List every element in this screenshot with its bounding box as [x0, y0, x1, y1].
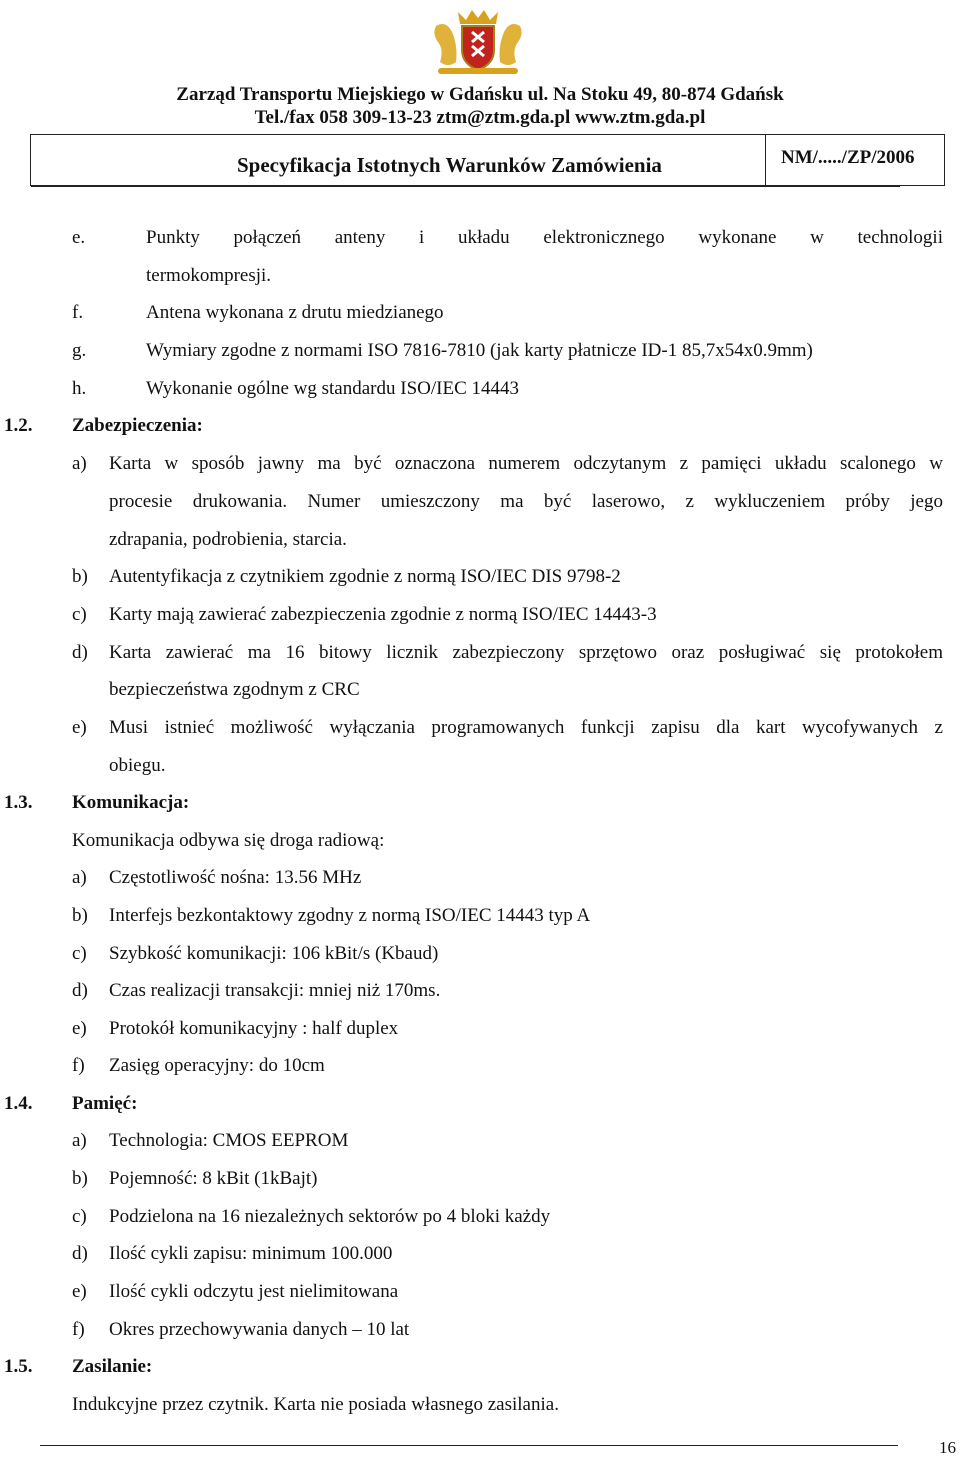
- section-title: Zasilanie:: [72, 1356, 153, 1377]
- list-marker: a): [72, 453, 87, 474]
- list-item: Częstotliwość nośna: 13.56 MHz: [109, 867, 362, 888]
- list-marker: b): [72, 566, 88, 587]
- list-marker: e): [72, 1018, 87, 1039]
- list-marker: e.: [72, 227, 86, 248]
- section-number: 1.5.: [4, 1356, 33, 1377]
- list-marker: e): [72, 1281, 87, 1302]
- list-item: Ilość cykli odczytu jest nielimitowana: [109, 1281, 399, 1302]
- list-item: Czas realizacji transakcji: mniej niż 170ms.: [109, 980, 441, 1001]
- list-marker: a): [72, 1130, 87, 1151]
- list-item-continuation: termokompresji.: [146, 265, 272, 286]
- list-item: Ilość cykli zapisu: minimum 100.000: [109, 1243, 393, 1264]
- section-number: 1.4.: [4, 1093, 33, 1114]
- list-marker: d): [72, 642, 88, 663]
- list-marker: h.: [72, 378, 87, 399]
- list-item: Podzielona na 16 niezależnych sektorów po 4 bloki każdy: [109, 1206, 551, 1227]
- section-title: Komunikacja:: [72, 792, 190, 813]
- section-text: Indukcyjne przez czytnik. Karta nie posiada własnego zasilania.: [72, 1394, 559, 1415]
- title-box-underline: [31, 185, 900, 187]
- list-item: Punkty połączeń anteny i układu elektronicznego wykonane w technologii: [146, 227, 943, 248]
- list-item: Musi istnieć możliwość wyłączania programowanych funkcji zapisu dla kart wycofywanych z: [109, 717, 943, 738]
- list-item: Pojemność: 8 kBit (1kBajt): [109, 1168, 318, 1189]
- list-item-continuation: procesie drukowania. Numer umieszczony ma być laserowo, z wykluczeniem próby jego: [109, 491, 943, 512]
- list-marker: f): [72, 1055, 85, 1076]
- list-marker: b): [72, 1168, 88, 1189]
- section-number: 1.3.: [4, 792, 33, 813]
- document-code: NM/...../ZP/2006: [781, 147, 915, 168]
- section-intro: Komunikacja odbywa się droga radiową:: [72, 830, 385, 851]
- list-marker: g.: [72, 340, 87, 361]
- city-coat-of-arms-logo: [428, 6, 528, 78]
- list-marker: d): [72, 1243, 88, 1264]
- email-link[interactable]: ztm@ztm.gda.pl: [436, 107, 571, 128]
- list-item-continuation: zdrapania, podrobienia, starcia.: [109, 529, 347, 550]
- list-marker: f): [72, 1319, 85, 1340]
- organization-address: Zarząd Transportu Miejskiego w Gdańsku ul. Na Stoku 49, 80-874 Gdańsk: [176, 84, 784, 105]
- list-marker: e): [72, 717, 87, 738]
- list-item: Interfejs bezkontaktowy zgodny z normą ISO/IEC 14443 typ A: [109, 905, 591, 926]
- list-item: Zasięg operacyjny: do 10cm: [109, 1055, 325, 1076]
- phone-fax: Tel./fax 058 309-13-23: [254, 107, 432, 128]
- list-marker: c): [72, 1206, 87, 1227]
- section-number: 1.2.: [4, 415, 33, 436]
- list-item: Okres przechowywania danych – 10 lat: [109, 1319, 410, 1340]
- section-title: Pamięć:: [72, 1093, 138, 1114]
- list-marker: f.: [72, 302, 84, 323]
- list-item: Technologia: CMOS EEPROM: [109, 1130, 349, 1151]
- list-item: Karta w sposób jawny ma być oznaczona numerem odczytanym z pamięci układu scalonego w: [109, 453, 943, 474]
- list-marker: c): [72, 604, 87, 625]
- document-title: Specyfikacja Istotnych Warunków Zamówienia: [237, 153, 662, 177]
- document-title-box: [30, 134, 945, 186]
- list-item-continuation: obiegu.: [109, 755, 166, 776]
- organization-contact: [0, 107, 960, 129]
- list-item: Autentyfikacja z czytnikiem zgodnie z normą ISO/IEC DIS 9798-2: [109, 566, 621, 587]
- website-link[interactable]: www.ztm.gda.pl: [575, 107, 706, 128]
- list-item-continuation: bezpieczeństwa zgodnym z CRC: [109, 679, 360, 700]
- section-title: Zabezpieczenia:: [72, 415, 203, 436]
- list-marker: c): [72, 943, 87, 964]
- page-number: 16: [939, 1438, 956, 1457]
- list-marker: b): [72, 905, 88, 926]
- list-item: Karta zawierać ma 16 bitowy licznik zabezpieczony sprzętowo oraz posługiwać się protokołem: [109, 642, 943, 663]
- title-box-divider: [765, 135, 766, 186]
- list-marker: d): [72, 980, 88, 1001]
- list-item: Szybkość komunikacji: 106 kBit/s (Kbaud): [109, 943, 439, 964]
- list-item: Wykonanie ogólne wg standardu ISO/IEC 14443: [146, 378, 519, 399]
- list-item: Protokół komunikacyjny : half duplex: [109, 1018, 399, 1039]
- list-marker: a): [72, 867, 87, 888]
- list-item: Karty mają zawierać zabezpieczenia zgodnie z normą ISO/IEC 14443-3: [109, 604, 657, 625]
- list-item: Wymiary zgodne z normami ISO 7816-7810 (jak karty płatnicze ID-1 85,7x54x0.9mm): [146, 340, 813, 361]
- footer-rule: [40, 1445, 898, 1446]
- list-item: Antena wykonana z drutu miedzianego: [146, 302, 444, 323]
